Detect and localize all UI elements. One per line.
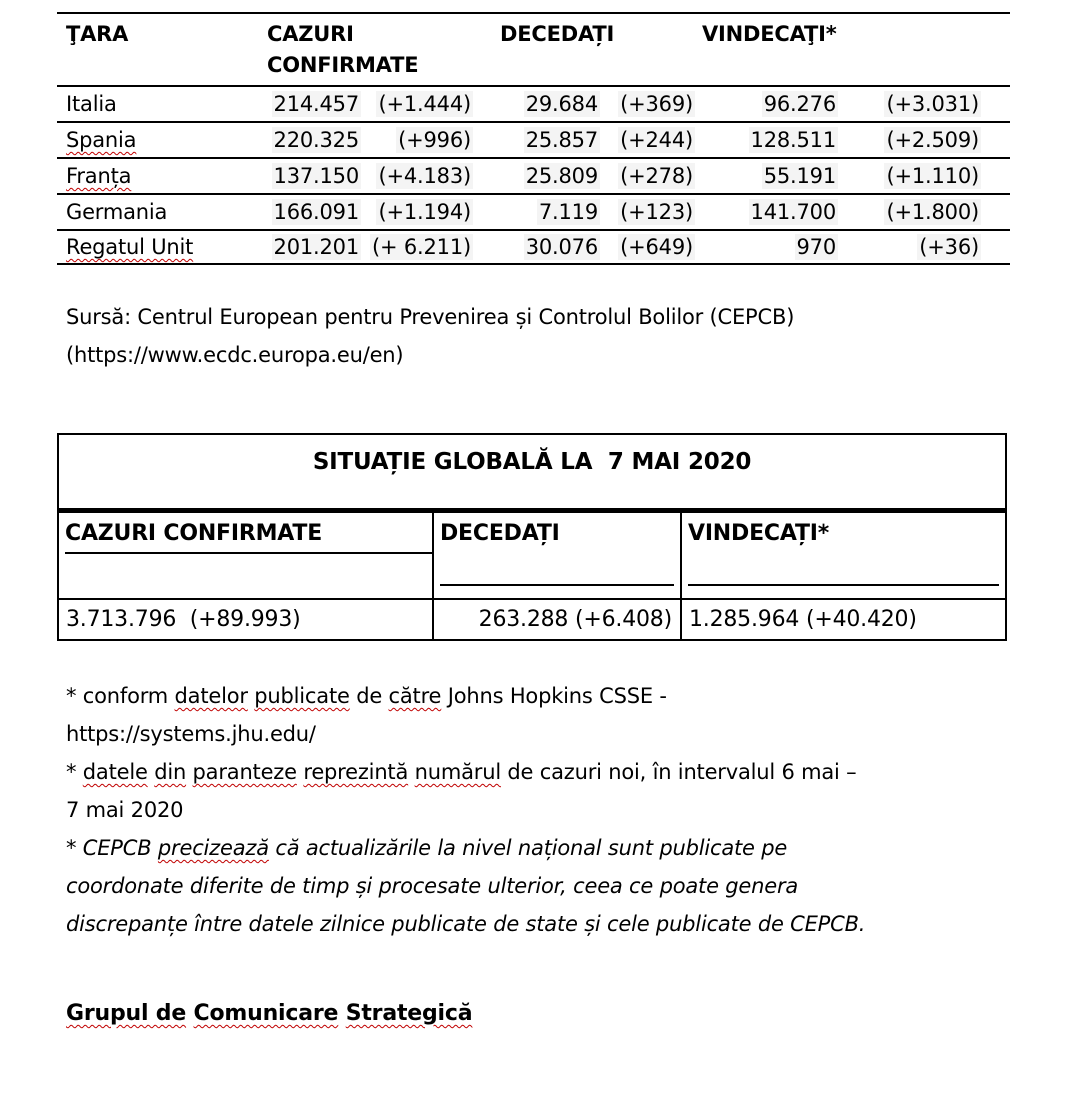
source-paragraph (66, 298, 1006, 374)
cases-value: 137.150 (273, 164, 359, 188)
recovered-delta: (+3.031) (886, 92, 979, 116)
deaths-value: 29.684 (525, 92, 598, 116)
recovered-delta: (+36) (919, 235, 979, 259)
recovered-cell (700, 235, 1010, 259)
countries-table-header-row (57, 12, 1010, 85)
footer-signature: Grupul de Comunicare Strategică (66, 1001, 473, 1026)
recovered-delta: (+2.509) (886, 128, 979, 152)
recovered-cell (700, 128, 1010, 152)
deaths-cell (478, 235, 700, 259)
cases-cell (260, 164, 478, 188)
recovered-value: 96.276 (763, 92, 836, 116)
source-line-2: (https://www.ecdc.europa.eu/en) (66, 343, 404, 367)
country-row-germania (57, 193, 1010, 229)
deaths-value: 30.076 (525, 235, 598, 259)
recovered-value: 141.700 (750, 200, 836, 224)
cases-delta: (+1.194) (378, 200, 471, 224)
cases-cell (260, 92, 478, 116)
recovered-cell (700, 92, 1010, 116)
deaths-cell (478, 164, 700, 188)
country-row-franta (57, 157, 1010, 193)
cases-cell (260, 128, 478, 152)
recovered-value: 970 (796, 235, 836, 259)
deaths-delta: (+278) (620, 164, 693, 188)
header-cazuri-confirmate: CAZURI CONFIRMATE (267, 22, 419, 77)
footnote-jhu-1: * conform datelor publicate de către Johns Hopkins CSSE - (66, 684, 667, 708)
deaths-delta: (+244) (620, 128, 693, 152)
country-name: Italia (66, 92, 117, 116)
country-name: Germania (66, 200, 168, 224)
cases-delta: (+4.183) (378, 164, 471, 188)
recovered-value: 55.191 (763, 164, 836, 188)
country-name: Franța (66, 164, 132, 188)
global-deaths-value: 263.288 (+6.408) (432, 598, 680, 639)
deaths-value: 7.119 (538, 200, 598, 224)
global-table-title: SITUAȚIE GLOBALĂ LA 7 MAI 2020 (59, 435, 1005, 511)
cases-delta: (+ 6.211) (372, 235, 471, 259)
cases-delta: (+996) (398, 128, 471, 152)
recovered-cell (700, 200, 1010, 224)
deaths-value: 25.809 (525, 164, 598, 188)
global-header-vindecati: VINDECAȚI* (680, 513, 1005, 598)
recovered-cell (700, 164, 1010, 188)
footnote-cepcb-3: discrepanțe între datele zilnice publicate de state și cele publicate de CEPCB. (66, 912, 866, 936)
countries-table (57, 12, 1010, 265)
cases-value: 214.457 (273, 92, 359, 116)
deaths-delta: (+123) (620, 200, 693, 224)
header-underline (440, 584, 674, 586)
header-decedati: DECEDAȚI (500, 22, 615, 46)
footnote-interval-2: 7 mai 2020 (66, 798, 184, 822)
footnote-cepcb-2: coordonate diferite de timp și procesate ulterior, ceea ce poate genera (66, 874, 799, 898)
global-recovered-value: 1.285.964 (+40.420) (680, 598, 1005, 639)
source-line-1: Sursă: Centrul European pentru Prevenirea și Controlul Bolilor (CEPCB) (66, 305, 795, 329)
global-header-decedati: DECEDAȚI (432, 513, 680, 598)
recovered-delta: (+1.110) (886, 164, 979, 188)
cases-value: 220.325 (273, 128, 359, 152)
cases-cell (260, 235, 478, 259)
country-row-italia (57, 85, 1010, 121)
deaths-cell (478, 128, 700, 152)
global-situation-table (57, 433, 1007, 641)
global-table-data-row (59, 598, 1005, 639)
cases-cell (260, 200, 478, 224)
deaths-cell (478, 200, 700, 224)
global-header-cazuri: CAZURI CONFIRMATE (59, 513, 432, 598)
global-table-header-row (59, 513, 1005, 598)
recovered-value: 128.511 (750, 128, 836, 152)
footnote-jhu-url: https://systems.jhu.edu/ (66, 722, 316, 746)
deaths-value: 25.857 (525, 128, 598, 152)
cases-value: 201.201 (273, 235, 359, 259)
recovered-delta: (+1.800) (886, 200, 979, 224)
cases-delta: (+1.444) (378, 92, 471, 116)
country-name: Regatul Unit (66, 235, 194, 259)
deaths-delta: (+369) (620, 92, 693, 116)
header-vindecati: VINDECAŢI* (702, 22, 837, 46)
country-row-regatul-unit (57, 229, 1010, 265)
country-name: Spania (66, 128, 137, 152)
deaths-cell (478, 92, 700, 116)
global-cases-value: 3.713.796 (+89.993) (59, 598, 432, 639)
country-row-spania (57, 121, 1010, 157)
header-underline (688, 584, 999, 586)
deaths-delta: (+649) (620, 235, 693, 259)
header-tara: ŢARA (66, 22, 129, 46)
footnotes (66, 677, 1006, 943)
cases-value: 166.091 (273, 200, 359, 224)
footnote-cepcb-1: * CEPCB precizează că actualizările la nivel național sunt publicate pe (66, 836, 788, 860)
footnote-interval-1: * datele din paranteze reprezintă numărul de cazuri noi, în intervalul 6 mai – (66, 760, 857, 784)
